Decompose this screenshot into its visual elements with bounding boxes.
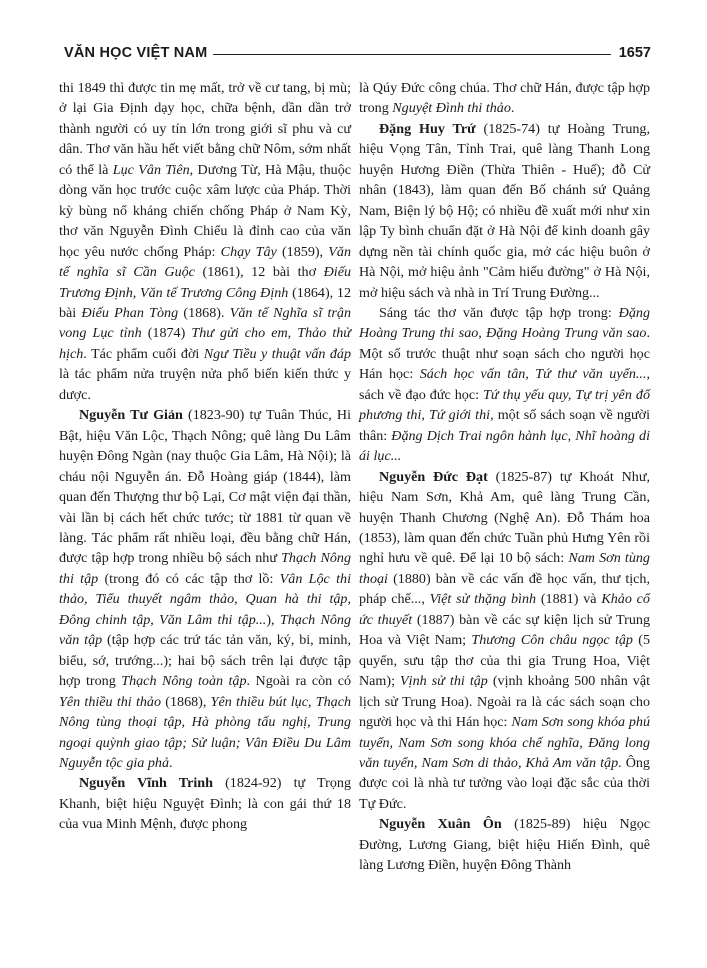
- entry-name: Nguyễn Xuân Ôn: [379, 816, 502, 833]
- entry-nguyen-duc-dat: Nguyễn Đức Đạt (1825-87) tự Khoát Như, hiệu Nam Sơn, Khả Am, quê làng Trung Cần, huyện Thanh Chương (Nghệ An). Đỗ Thám hoa (1853), làm quan đến chức Tuần phủ Hưng Yên rồi nghỉ hưu về quê. Để lại 10 bộ sách: Nam Sơn tùng thoại (1880) bàn về các vấn đề học vấn, thư tịch, pháp chế..., Việt sử thặng bình (1881) và Khảo cổ ức thuyết (1887) bàn về các sự kiện lịch sử Trung Hoa và Việt Nam; Thương Côn châu ngọc tập (5 quyển, sưu tập thơ của thi gia Trung Hoa, Việt Nam); Vịnh sử thi tập (vịnh khoảng 500 nhân vật lịch sử Trung Hoa). Ngoài ra là các sách soạn cho người học và thi Hán học: Nam Sơn song khóa phú tuyển, Nam Sơn song khóa chế nghĩa, Đăng long văn tuyển, Nam Sơn di thảo, Khả Am văn tập. Ông được coi là nhà tư tưởng vào loại đặc sắc của thời Tự Đức.: [359, 468, 651, 812]
- entry-name: Nguyễn Vĩnh Trinh: [79, 775, 213, 792]
- entry-nguyen-vinh-trinh: Nguyễn Vĩnh Trinh (1824-92) tự Trọng Khanh, biệt hiệu Nguyệt Đình; là con gái thứ 18 của vua Minh Mệnh, được phong: [59, 775, 351, 833]
- page-header: [64, 42, 651, 64]
- page-number: 1657: [618, 45, 651, 61]
- running-title: VĂN HỌC VIỆT NAM: [64, 45, 208, 61]
- entry-nguyen-xuan-on: Nguyễn Xuân Ôn (1825-89) hiệu Ngọc Đường, Lương Giang, biệt hiệu Hiến Đình, quê làng Lương Điền, huyện Đông Thành: [359, 816, 650, 874]
- entry-nguyen-vinh-trinh-continued: là Qúy Đức công chúa. Thơ chữ Hán, được tập hợp trong Nguyệt Đình thi thảo.: [359, 80, 650, 117]
- entry-dang-huy-tru-works: Sáng tác thơ văn được tập hợp trong: Đặng Hoàng Trung thi sao, Đặng Hoàng Trung văn sao. Một số trước thuật như soạn sách cho người học Hán học: Sách học vấn tân, Tứ thư văn uyển..., sách về đạo đức học: Tứ thụ yếu quy, Tự trị yên đổ phương thi, Tứ giới thi, một số sách soạn về người thân: Đặng Dịch Trai ngôn hành lục, Nhĩ hoàng di ái lục...: [359, 304, 651, 465]
- entry-nguyen-tu-gian: Nguyễn Tư Giản (1823-90) tự Tuân Thúc, Hi Bật, hiệu Văn Lộc, Thạch Nông; quê làng Du Lâm huyện Đông Ngàn (nay thuộc Gia Lâm, Hà Nội); là cháu nội Nguyễn án. Đỗ Hoàng giáp (1844), làm quan đến Thượng thư bộ Lại, Cơ mật viện đại thần, vài lần bị cách hết chức tước; từ 1881 từ quan về làng. Tác phẩm rất nhiều loại, đều bằng chữ Hán, được tập hợp trong nhiều bộ sách như Thạch Nông thi tập (trong đó có các tập thơ lồ: Vân Lộc thi thảo, Tiểu thuyết ngâm thảo, Quan hà thi tập, Đông chinh tập, Văn Lâm thi tập...), Thạch Nông văn tập (tập hợp các trứ tác tản văn, ký, bi, minh, biểu, sớ, trướng...); hai bộ sách trên lại được tập hợp trong Thạch Nông toàn tập. Ngoài ra còn có Yên thiều thi thảo (1868), Yên thiều bút lục, Thạch Nông tùng thoại tập, Hà phòng tấu nghị, Trung ngoại quỳnh giao tập; Sử luận; Vân Điều Du Lâm Nguyễn tộc gia phả.: [59, 407, 352, 771]
- header-rule: [213, 54, 610, 55]
- entry-nguyen-dinh-chieu-continued: thi 1849 thì được tin mẹ mất, trở về cư tang, bị mù; ở lại Gia Định dạy học, chữa bệnh, dần dần trở thành người có uy tín lớn trong giới sĩ phu và cư dân. Thơ văn hầu hết viết bằng chữ Nôm, sớm nhất có thể là Lục Vân Tiên, Dương Từ, Hà Mậu, thuộc dòng văn học trước cuộc xâm lược của Pháp. Thời kỳ bùng nổ kháng chiến chống Pháp ở Nam Kỳ, thơ văn Nguyễn Đình Chiểu là đỉnh cao của văn học yêu nước chống Pháp: Chạy Tây (1859), Văn tế nghĩa sĩ Cần Guộc (1861), 12 bài thơ Điếu Trương Định, Văn tế Trương Công Định (1864), 12 bài Điếu Phan Tòng (1868). Văn tế Nghĩa sĩ trận vong Lục tỉnh (1874) Thư gửi cho em, Thảo thử hịch. Tác phẩm cuối đời Ngư Tiều y thuật vấn đáp là tác phẩm nửa truyện nửa phổ biến kiến thức y dược.: [59, 80, 352, 403]
- right-column: [359, 78, 650, 876]
- entry-dang-huy-tru: Đặng Huy Trứ (1825-74) tự Hoàng Trung, hiệu Vọng Tân, Tỉnh Trai, quê làng Thanh Long huyện Hương Điền (Thừa Thiên - Huế); đỗ Cử nhân (1843), làm quan đến Bố chánh sứ Quảng Nam, Biện lý bộ Hộ; có nhiều đề xuất mới như xin lập Ty bình chuẩn đặt ở Hà Nội để kinh doanh gây dựng nền tài chính quốc gia, mở các hiệu buôn ở Hà Nội, mở hiệu ảnh "Cảm hiếu đường" ở Hà Nội, mở hiệu sách và nhà in Trí Trung Đường...: [359, 120, 650, 301]
- entry-name: Đặng Huy Trứ: [379, 120, 476, 137]
- entry-name: Nguyễn Đức Đạt: [379, 468, 488, 485]
- left-column: [59, 78, 351, 835]
- entry-name: Nguyễn Tư Giản: [79, 407, 183, 424]
